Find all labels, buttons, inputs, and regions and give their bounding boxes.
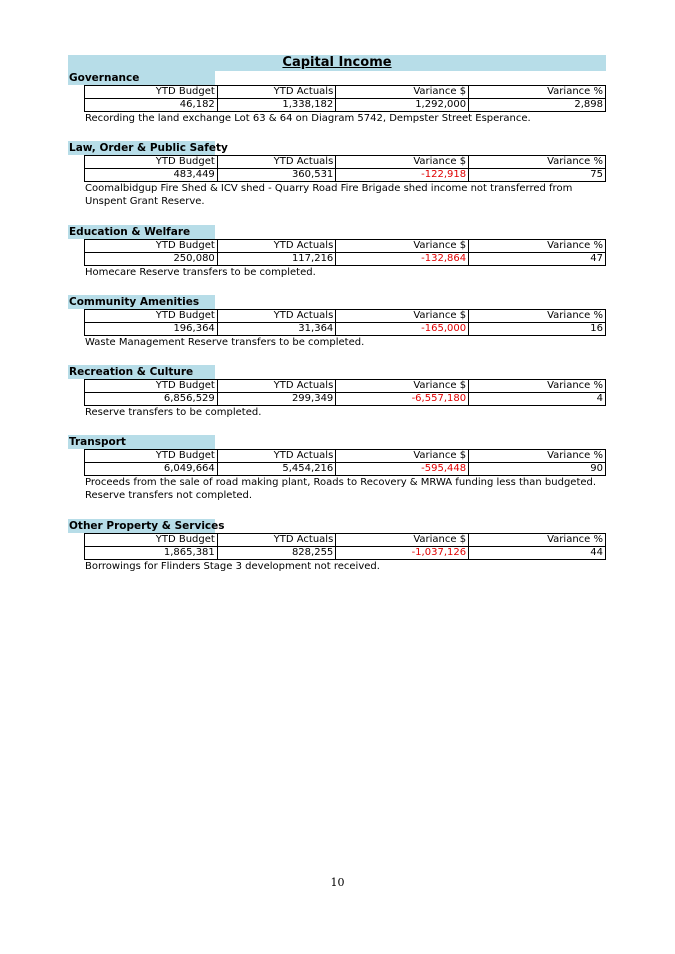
header-ytd-actuals: YTD Actuals — [217, 86, 336, 99]
ytd-actuals-value: 360,531 — [217, 169, 336, 182]
variance-dollar-value: -165,000 — [336, 323, 469, 336]
header-variance-pct: Variance % — [469, 156, 606, 169]
section-note: Homecare Reserve transfers to be completed. — [85, 267, 316, 278]
header-ytd-actuals: YTD Actuals — [217, 450, 336, 463]
header-variance-pct: Variance % — [469, 86, 606, 99]
value-row — [85, 547, 606, 560]
value-row — [85, 253, 606, 266]
variance-pct-value: 75 — [469, 169, 606, 182]
variance-dollar-value: -6,557,180 — [336, 393, 469, 406]
variance-dollar-value: -122,918 — [336, 169, 469, 182]
header-variance-dollar: Variance $ — [336, 534, 469, 547]
section-heading: Community Amenities — [68, 295, 215, 309]
section-heading: Transport — [68, 435, 215, 449]
data-table — [84, 155, 606, 182]
header-row — [85, 450, 606, 463]
page-title: Capital Income — [282, 55, 392, 70]
header-variance-pct: Variance % — [469, 310, 606, 323]
section-note: Recording the land exchange Lot 63 & 64 on Diagram 5742, Dempster Street Esperance. — [85, 113, 531, 124]
ytd-actuals-value: 117,216 — [217, 253, 336, 266]
variance-dollar-value: 1,292,000 — [336, 99, 469, 112]
title-bar — [68, 55, 606, 71]
variance-pct-value: 4 — [469, 393, 606, 406]
ytd-budget-value: 6,856,529 — [85, 393, 218, 406]
header-variance-dollar: Variance $ — [336, 240, 469, 253]
ytd-budget-value: 46,182 — [85, 99, 218, 112]
ytd-actuals-value: 1,338,182 — [217, 99, 336, 112]
value-row — [85, 463, 606, 476]
variance-pct-value: 44 — [469, 547, 606, 560]
data-table — [84, 379, 606, 406]
ytd-actuals-value: 31,364 — [217, 323, 336, 336]
section-governance — [68, 71, 608, 125]
header-variance-dollar: Variance $ — [336, 450, 469, 463]
header-ytd-budget: YTD Budget — [85, 156, 218, 169]
variance-pct-value: 90 — [469, 463, 606, 476]
header-ytd-budget: YTD Budget — [85, 450, 218, 463]
ytd-budget-value: 1,865,381 — [85, 547, 218, 560]
section-note: Borrowings for Flinders Stage 3 development not received. — [85, 561, 380, 572]
section-law-order — [68, 141, 608, 208]
data-table — [84, 309, 606, 336]
header-ytd-budget: YTD Budget — [85, 310, 218, 323]
section-heading: Recreation & Culture — [68, 365, 215, 379]
header-row — [85, 240, 606, 253]
header-variance-dollar: Variance $ — [336, 380, 469, 393]
ytd-actuals-value: 828,255 — [217, 547, 336, 560]
value-row — [85, 323, 606, 336]
value-row — [85, 393, 606, 406]
section-heading: Education & Welfare — [68, 225, 215, 239]
data-table — [84, 85, 606, 112]
ytd-budget-value: 483,449 — [85, 169, 218, 182]
section-recreation — [68, 365, 608, 419]
header-variance-dollar: Variance $ — [336, 310, 469, 323]
header-variance-pct: Variance % — [469, 240, 606, 253]
header-ytd-budget: YTD Budget — [85, 240, 218, 253]
ytd-budget-value: 250,080 — [85, 253, 218, 266]
section-other-property — [68, 519, 608, 573]
header-row — [85, 534, 606, 547]
variance-pct-value: 2,898 — [469, 99, 606, 112]
header-ytd-budget: YTD Budget — [85, 534, 218, 547]
section-transport — [68, 435, 608, 502]
header-ytd-budget: YTD Budget — [85, 86, 218, 99]
page-number: 10 — [330, 876, 345, 889]
header-row — [85, 380, 606, 393]
variance-dollar-value: -1,037,126 — [336, 547, 469, 560]
header-variance-pct: Variance % — [469, 380, 606, 393]
data-table — [84, 449, 606, 476]
section-community — [68, 295, 608, 349]
section-heading: Governance — [68, 71, 215, 85]
section-note: Reserve transfers to be completed. — [85, 407, 262, 418]
variance-pct-value: 16 — [469, 323, 606, 336]
ytd-actuals-value: 299,349 — [217, 393, 336, 406]
section-note: Proceeds from the sale of road making plant, Roads to Recovery & MRWA funding less than budgeted. Reserve transfers not completed. — [85, 477, 597, 501]
value-row — [85, 169, 606, 182]
header-ytd-actuals: YTD Actuals — [217, 380, 336, 393]
variance-dollar-value: -132,864 — [336, 253, 469, 266]
ytd-budget-value: 196,364 — [85, 323, 218, 336]
header-ytd-actuals: YTD Actuals — [217, 534, 336, 547]
section-education — [68, 225, 608, 279]
header-variance-dollar: Variance $ — [336, 156, 469, 169]
variance-pct-value: 47 — [469, 253, 606, 266]
header-ytd-budget: YTD Budget — [85, 380, 218, 393]
section-heading: Other Property & Services — [69, 520, 225, 532]
value-row — [85, 99, 606, 112]
section-note: Waste Management Reserve transfers to be completed. — [85, 337, 365, 348]
variance-dollar-value: -595,448 — [336, 463, 469, 476]
section-heading: Law, Order & Public Safety — [69, 142, 228, 154]
header-ytd-actuals: YTD Actuals — [217, 156, 336, 169]
ytd-actuals-value: 5,454,216 — [217, 463, 336, 476]
ytd-budget-value: 6,049,664 — [85, 463, 218, 476]
header-ytd-actuals: YTD Actuals — [217, 240, 336, 253]
data-table — [84, 533, 606, 560]
section-note: Coomalbidgup Fire Shed & ICV shed - Quarry Road Fire Brigade shed income not transferred from Unspent Grant Reserve. — [85, 183, 573, 207]
header-row — [85, 156, 606, 169]
header-variance-pct: Variance % — [469, 534, 606, 547]
data-table — [84, 239, 606, 266]
header-variance-dollar: Variance $ — [336, 86, 469, 99]
header-variance-pct: Variance % — [469, 450, 606, 463]
header-ytd-actuals: YTD Actuals — [217, 310, 336, 323]
header-row — [85, 310, 606, 323]
header-row — [85, 86, 606, 99]
